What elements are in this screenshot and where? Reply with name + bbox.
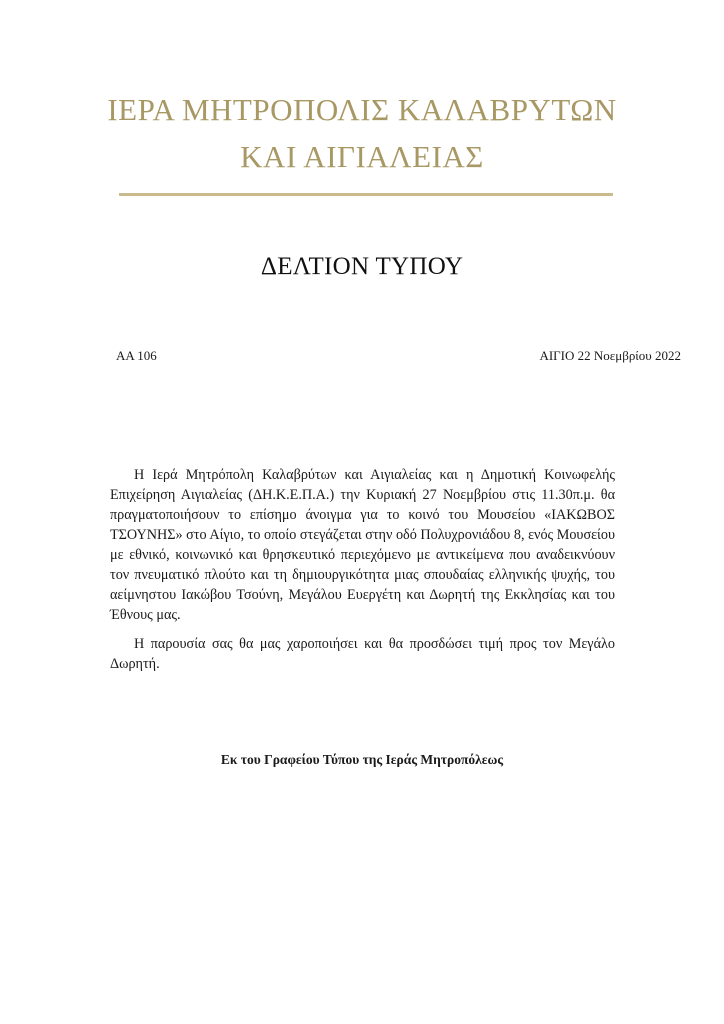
document-type-heading: ΔΕΛΤΙΟΝ ΤΥΠΟΥ: [260, 253, 464, 280]
header-divider: [119, 193, 613, 196]
metropolis-title-line1: ΙΕΡΑ ΜΗΤΡΟΠΟΛΙΣ ΚΑΛΑΒΡΥΤΩΝ: [107, 92, 617, 127]
press-release-body: [110, 465, 615, 674]
metropolis-title-line2: ΚΑΙ ΑΙΓΙΑΛΕΙΑΣ: [240, 139, 484, 174]
press-office-signature: Εκ του Γραφείου Τύπου της Ιεράς Μητροπόλεως: [220, 752, 504, 767]
place-date: ΑΙΓΙΟ 22 Νοεμβρίου 2022: [539, 348, 681, 363]
body-paragraph-1: Η Ιερά Μητρόπολη Καλαβρύτων και Αιγιαλείας και η Δημοτική Κοινωφελής Επιχείρηση Αιγιαλείας (ΔΗ.Κ.Ε.Π.Α.) την Κυριακή 27 Νοεμβρίου στις 11.30π.μ. θα πραγματοποιήσουν το επίσημο άνοιγμα για το κοινό του Μουσείου «ΙΑΚΩΒΟΣ ΤΣΟΥΝΗΣ» στο Αίγιο, το οποίο στεγάζεται στην οδό Πολυχρονιάδου 8, ενός Μουσείου με εθνικό, κοινωνικό και θρησκευτικό περιεχόμενο με αντικείμενα που αναδεικνύουν τον πνευματικό πλούτο και τη δημιουργικότητα μιας σπουδαίας ελληνικής ψυχής, του αείμνηστου Ιακώβου Τσούνη, Μεγάλου Ευεργέτη και Δωρητή της Εκκλησίας και του Έθνους μας.: [110, 467, 615, 623]
reference-number: ΑΑ 106: [116, 348, 157, 363]
body-paragraph-2: Η παρουσία σας θα μας χαροποιήσει και θα προσδώσει τιμή προς τον Μεγάλο Δωρητή.: [110, 636, 615, 672]
